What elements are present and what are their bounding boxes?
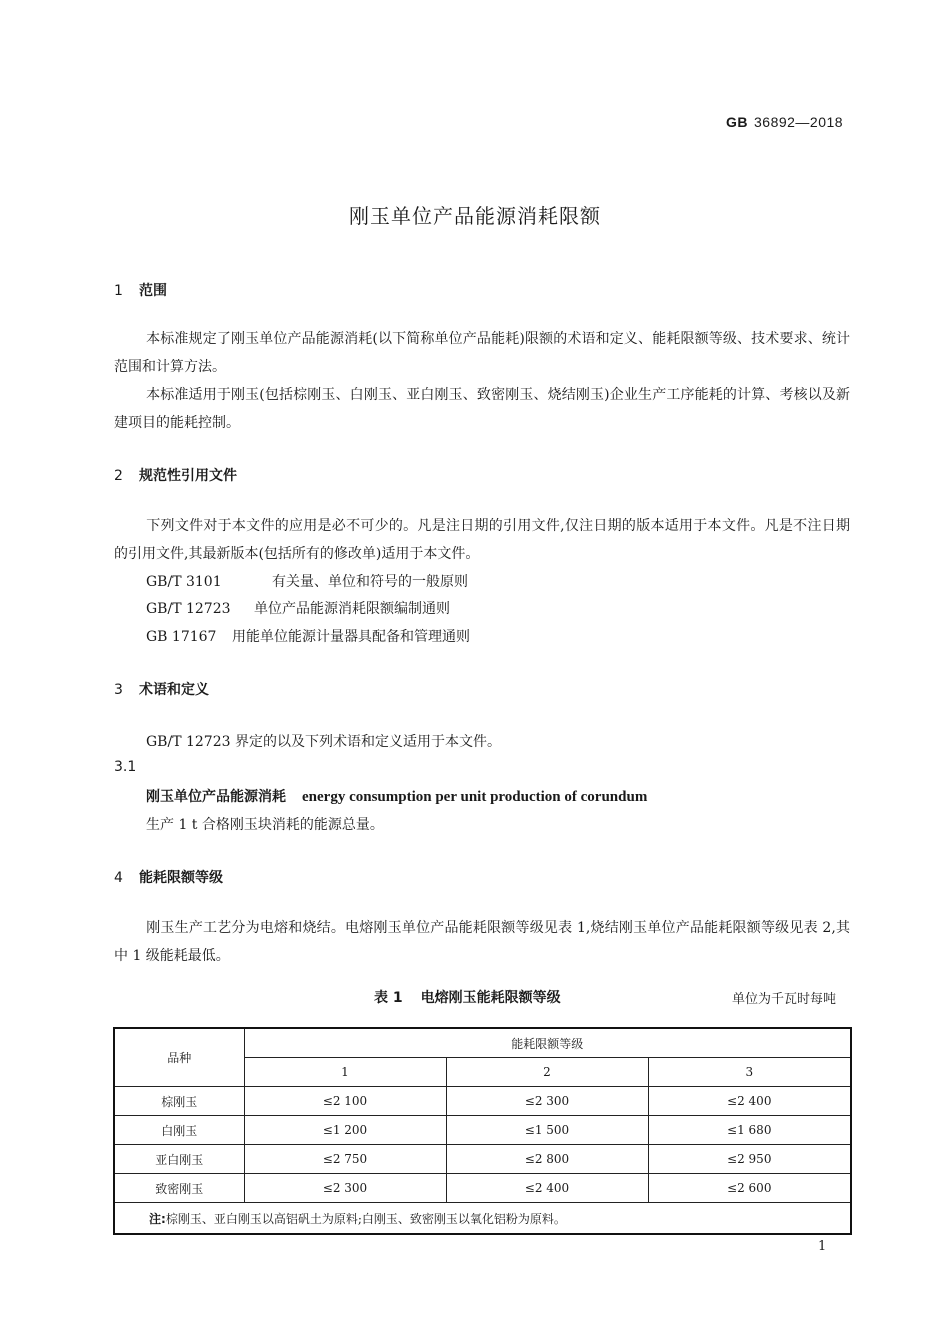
table-note-row bbox=[114, 1203, 851, 1235]
section-1-number: 1 bbox=[114, 283, 123, 299]
table-cell-variety: 白刚玉 bbox=[114, 1116, 244, 1145]
section-2-paragraph-1: 下列文件对于本文件的应用是必不可少的。凡是注日期的引用文件,仅注日期的版本适用于本文件。凡是不注日期的引用文件,其最新版本(包括所有的修改单)适用于本文件。 bbox=[114, 518, 850, 562]
table-row bbox=[114, 1174, 851, 1203]
section-1-heading bbox=[114, 280, 167, 300]
standard-number: 36892—2018 bbox=[754, 114, 844, 130]
section-1-paragraph-2: 本标准适用于刚玉(包括棕刚玉、白刚玉、亚白刚玉、致密刚玉、烧结刚玉)企业生产工序能耗的计算、考核以及新建项目的能耗控制。 bbox=[114, 387, 850, 431]
table-note bbox=[114, 1203, 851, 1235]
table-cell-value: ≤2 300 bbox=[446, 1087, 648, 1116]
page-number: 1 bbox=[818, 1239, 827, 1254]
table-cell-value: ≤2 750 bbox=[244, 1145, 446, 1174]
section-4-heading bbox=[114, 867, 223, 887]
table-cell-value: ≤2 300 bbox=[244, 1174, 446, 1203]
table-cell-value: ≤2 600 bbox=[648, 1174, 851, 1203]
reference-title: 用能单位能源计量器具配备和管理通则 bbox=[232, 629, 470, 645]
document-title: 刚玉单位产品能源消耗限额 bbox=[349, 204, 601, 228]
table-row bbox=[114, 1145, 851, 1174]
section-1-paragraph-1: 本标准规定了刚玉单位产品能源消耗(以下简称单位产品能耗)限额的术语和定义、能耗限额等级、技术要求、统计范围和计算方法。 bbox=[114, 331, 850, 375]
table-header-level: 2 bbox=[446, 1058, 648, 1087]
table-header-level: 1 bbox=[244, 1058, 446, 1087]
term-name-zh: 刚玉单位产品能源消耗 bbox=[146, 789, 286, 805]
reference-item bbox=[146, 598, 450, 618]
table-row bbox=[114, 1087, 851, 1116]
reference-item bbox=[146, 571, 468, 591]
section-2-title: 规范性引用文件 bbox=[139, 468, 237, 484]
table-row bbox=[114, 1116, 851, 1145]
section-4-number: 4 bbox=[114, 870, 123, 886]
reference-code: GB 17167 bbox=[146, 629, 217, 645]
reference-code: GB/T 12723 bbox=[146, 601, 231, 617]
section-4-title: 能耗限额等级 bbox=[139, 870, 223, 886]
table-cell-value: ≤2 950 bbox=[648, 1145, 851, 1174]
table-header-variety: 品种 bbox=[114, 1028, 244, 1087]
table-cell-variety: 棕刚玉 bbox=[114, 1087, 244, 1116]
table-cell-value: ≤2 800 bbox=[446, 1145, 648, 1174]
standard-prefix: GB bbox=[726, 114, 748, 130]
section-4-paragraph-1: 刚玉生产工艺分为电熔和烧结。电熔刚玉单位产品能耗限额等级见表 1,烧结刚玉单位产品能耗限额等级见表 2,其中 1 级能耗最低。 bbox=[114, 920, 850, 964]
table-unit: 单位为千瓦时每吨 bbox=[732, 992, 837, 1007]
table-cell-value: ≤2 400 bbox=[446, 1174, 648, 1203]
term-definition: 生产 1 t 合格刚玉块消耗的能源总量。 bbox=[146, 817, 384, 833]
table-caption bbox=[374, 987, 561, 1007]
table-cell-value: ≤1 680 bbox=[648, 1116, 851, 1145]
energy-limit-table bbox=[113, 1027, 852, 1235]
section-3-heading bbox=[114, 679, 209, 699]
section-3-paragraph-1: GB/T 12723 界定的以及下列术语和定义适用于本文件。 bbox=[146, 734, 501, 750]
standard-code bbox=[726, 114, 843, 130]
table-header-level: 3 bbox=[648, 1058, 851, 1087]
table-header-level-group: 能耗限额等级 bbox=[244, 1028, 851, 1058]
section-1-title: 范围 bbox=[139, 283, 167, 299]
term-number: 3.1 bbox=[114, 759, 137, 775]
term-name-en: energy consumption per unit production of corundum bbox=[302, 789, 648, 805]
table-note-label: 注: bbox=[149, 1211, 166, 1226]
table-caption-number: 表 1 bbox=[374, 990, 403, 1006]
table-cell-value: ≤1 500 bbox=[446, 1116, 648, 1145]
reference-title: 有关量、单位和符号的一般原则 bbox=[272, 574, 468, 590]
table-cell-variety: 致密刚玉 bbox=[114, 1174, 244, 1203]
table-caption-title: 电熔刚玉能耗限额等级 bbox=[420, 990, 561, 1006]
term-entry bbox=[146, 786, 647, 806]
section-3-number: 3 bbox=[114, 682, 123, 698]
section-3-title: 术语和定义 bbox=[139, 682, 209, 698]
reference-code: GB/T 3101 bbox=[146, 574, 222, 590]
reference-title: 单位产品能源消耗限额编制通则 bbox=[254, 601, 450, 617]
table-note-text: 棕刚玉、亚白刚玉以高铝矾土为原料;白刚玉、致密刚玉以氧化铝粉为原料。 bbox=[165, 1211, 566, 1226]
table-cell-value: ≤2 100 bbox=[244, 1087, 446, 1116]
section-2-heading bbox=[114, 465, 237, 485]
table-cell-variety: 亚白刚玉 bbox=[114, 1145, 244, 1174]
table-cell-value: ≤1 200 bbox=[244, 1116, 446, 1145]
table-cell-value: ≤2 400 bbox=[648, 1087, 851, 1116]
reference-item bbox=[146, 626, 470, 646]
section-2-number: 2 bbox=[114, 468, 123, 484]
